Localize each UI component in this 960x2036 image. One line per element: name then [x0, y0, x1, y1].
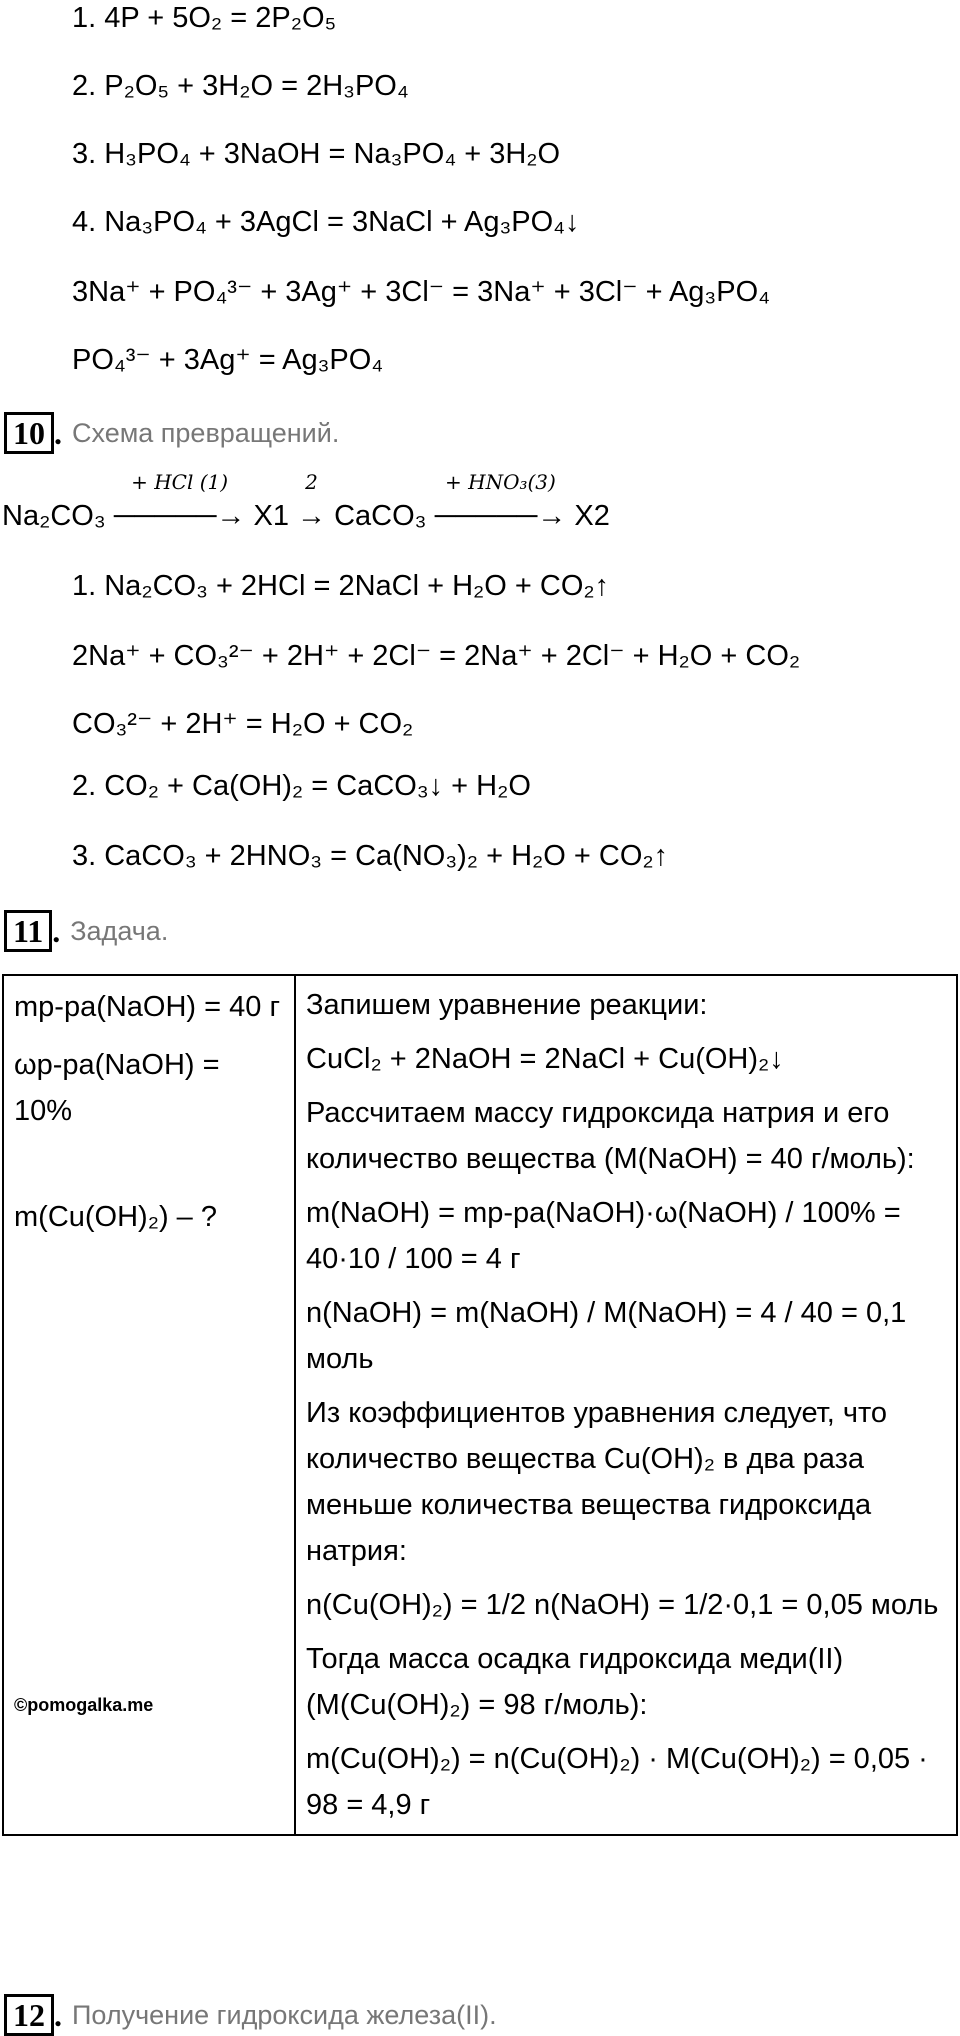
task9-eq3: 3. H₃PO₄ + 3NaOH = Na₃PO₄ + 3H₂O [72, 138, 561, 170]
scheme-arrow-2: 2 → [297, 470, 327, 532]
task10-header: 10 . Схема превращений. [4, 412, 339, 454]
task10-eq1: 1. Na₂CO₃ + 2HCl = 2NaCl + H₂O + CO₂↑ [72, 570, 610, 602]
solution-then-text: Тогда масса осадка гидроксида меди(II) (M(Cu(OH)₂) = 98 г/моль): [306, 1643, 844, 1721]
scheme-arrow-1: + HCl (1) ─────→ [113, 470, 246, 532]
solution-m-cu: m(Cu(OH)₂) = n(Cu(OH)₂) · M(Cu(OH)₂) = 0,05 · 98 = 4,9 г [306, 1743, 928, 1821]
task10-title: Схема превращений. [72, 417, 340, 448]
task10-number: 10 [4, 412, 54, 454]
task9-eq1: 1. 4P + 5O₂ = 2P₂O₅ [72, 2, 337, 34]
task9-ion-full: 3Na⁺ + PO₄³⁻ + 3Ag⁺ + 3Cl⁻ = 3Na⁺ + 3Cl⁻ + Ag₃PO₄ [72, 276, 770, 308]
solution-intro: Запишем уравнение реакции: [306, 989, 708, 1021]
task11-number: 11 [4, 910, 52, 952]
problem-table [2, 974, 958, 1836]
task11-header: 11 . Задача. [4, 910, 168, 952]
scheme-x1: X1 [253, 500, 289, 532]
given-column [3, 975, 295, 1835]
solution-reaction: CuCl₂ + 2NaOH = 2NaCl + Cu(OH)₂↓ [306, 1043, 784, 1075]
scheme-arrow-2-label: 2 [305, 470, 318, 494]
scheme-mid: CaCO₃ [334, 500, 427, 532]
scheme-arrow-1-label: + HCl (1) [131, 470, 229, 494]
task12-number: 12 [4, 1994, 54, 2036]
task11-title: Задача. [70, 915, 169, 946]
scheme-start: Na₂CO₃ [2, 500, 106, 532]
transformation-scheme [2, 470, 610, 533]
task9-eq4: 4. Na₃PO₄ + 3AgCl = 3NaCl + Ag₃PO₄↓ [72, 206, 580, 238]
scheme-x2: X2 [574, 500, 610, 532]
task10-ion-full: 2Na⁺ + CO₃²⁻ + 2H⁺ + 2Cl⁻ = 2Na⁺ + 2Cl⁻ + H₂O + CO₂ [72, 640, 801, 672]
task12-header: 12 . Получение гидроксида железа(II). [4, 1994, 497, 2036]
watermark: ©pomogalka.me [14, 1695, 154, 1715]
scheme-arrow-3: + HNO₃(3) ─────→ [434, 470, 567, 532]
given-fraction: ωр-ра(NaOH) = 10% [14, 1049, 220, 1127]
solution-n-formula: n(NaOH) = m(NaOH) / M(NaOH) = 4 / 40 = 0,1 моль [306, 1297, 907, 1375]
task10-eq3: 3. CaCO₃ + 2HNO₃ = Ca(NO₃)₂ + H₂O + CO₂↑ [72, 840, 669, 872]
task10-ion-short: CO₃²⁻ + 2H⁺ = H₂O + CO₂ [72, 708, 414, 740]
given-find: m(Cu(OH)₂) – ? [14, 1201, 217, 1233]
solution-calc-text: Рассчитаем массу гидроксида натрия и его количество вещества (M(NaOH) = 40 г/моль): [306, 1097, 915, 1175]
given-mass-solution: mр-ра(NaOH) = 40 г [14, 991, 281, 1023]
task10-eq2: 2. CO₂ + Ca(OH)₂ = CaCO₃↓ + H₂O [72, 770, 531, 802]
scheme-arrow-3-label: + HNO₃(3) [445, 470, 556, 494]
solution-column [295, 975, 957, 1835]
task9-ion-short: PO₄³⁻ + 3Ag⁺ = Ag₃PO₄ [72, 344, 384, 376]
solution-mass-formula: m(NaOH) = mр-ра(NaOH)·ω(NaOH) / 100% = 40·10 / 100 = 4 г [306, 1197, 901, 1275]
solution-coef-text: Из коэффициентов уравнения следует, что количество вещества Cu(OH)₂ в два раза меньше количества вещества гидроксида натрия: [306, 1397, 888, 1567]
task12-title: Получение гидроксида железа(II). [72, 1999, 497, 2030]
task9-eq2: 2. P₂O₅ + 3H₂O = 2H₃PO₄ [72, 70, 409, 102]
solution-n-cu: n(Cu(OH)₂) = 1/2 n(NaOH) = 1/2·0,1 = 0,05 моль [306, 1589, 939, 1621]
